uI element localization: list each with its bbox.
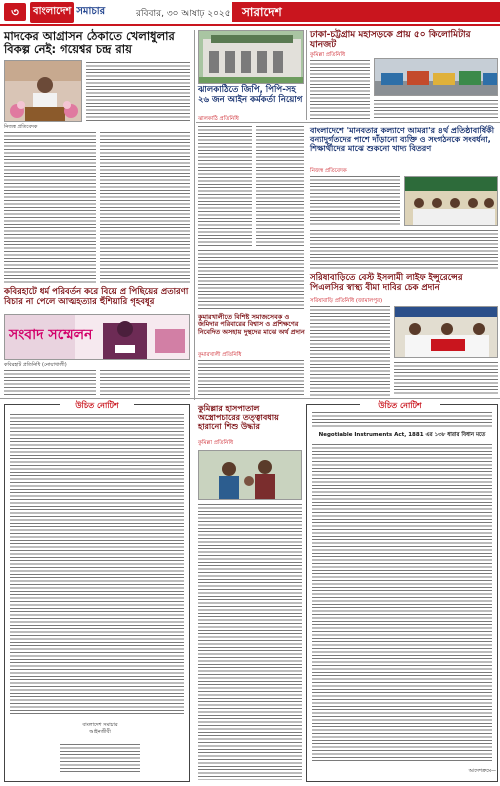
story2-caption: কবিরহাট প্রতিনিধি (নোয়াখালী)	[4, 362, 67, 368]
story4-body-col2	[374, 100, 498, 120]
story6-byline: কুমারখালী প্রতিনিধি	[198, 352, 242, 358]
masthead-rule	[0, 24, 500, 26]
story6-body	[198, 360, 304, 396]
story7-body-col1	[310, 306, 390, 396]
story4-photo	[374, 58, 498, 96]
column-divider	[194, 30, 195, 400]
story5-byline: নিজস্ব প্রতিবেদক	[310, 168, 347, 174]
traffic-jam-image	[375, 59, 498, 96]
left-notice-body	[10, 414, 184, 714]
story8-photo	[198, 450, 302, 500]
story6-headline[interactable]: কুমারখালীতে বিশিষ্ট সমাজসেবক ও জমিদার পরিবারের বিশ্বাস ও প্রশিক্ষণের নিবেদিত অসহায় দুস্থদের মাঝে অর্থ প্রদান	[198, 313, 305, 336]
story3-photo	[198, 30, 304, 84]
logo-text: সমাচার	[76, 5, 106, 17]
story5-body-col2	[198, 250, 304, 310]
story4-headline[interactable]: ঢাকা-চট্টগ্রাম মহাসড়কে প্রায় ৫০ কিলোমিটার যানজট	[310, 30, 471, 51]
story1-body-col2	[4, 132, 96, 284]
story8-body	[198, 504, 302, 780]
banner-text: সংবাদ সম্মেলন	[9, 327, 93, 343]
story1-caption: নিজস্ব প্রতিবেদক	[4, 124, 38, 130]
newspaper-logo[interactable]	[30, 2, 105, 22]
logo-box: বাংলাদেশ	[30, 2, 74, 23]
page-number: ৩	[4, 3, 26, 21]
left-notice-signature	[50, 722, 150, 735]
story2-body-col2	[100, 370, 190, 396]
right-notice-title: উচিত নোটিশ	[360, 400, 440, 413]
rescued-child-image	[199, 451, 302, 500]
story4-body-col1	[310, 60, 370, 120]
left-notice-title: উচিত নোটিশ	[60, 400, 134, 413]
award-ceremony-image	[405, 177, 498, 226]
story3-body-col2	[256, 126, 304, 246]
story3-body-col1	[198, 126, 252, 246]
story3-headline[interactable]: ঝালকাঠিতে জিপি, পিপি-সহ ২৬ জন আইন কর্মকর্তা নিয়োগ	[198, 85, 303, 105]
story1-body-col3	[100, 132, 190, 284]
story3-byline: ঝালকাঠি প্রতিনিধি	[198, 116, 239, 122]
row-divider	[0, 398, 500, 399]
story5-body-col1	[310, 176, 400, 226]
left-notice-sign-role: আইনজীবী	[89, 728, 111, 735]
court-building-image	[199, 31, 304, 84]
left-notice-address	[60, 744, 140, 774]
column-divider	[306, 30, 307, 120]
right-notice-body	[312, 444, 492, 762]
story1-photo	[4, 60, 82, 122]
right-notice-act-line: Negotiable Instruments Act, 1881 এর ১৩৮ ধারার বিধান মতে	[318, 432, 486, 438]
story5-photo	[404, 176, 498, 226]
story5-body-col3	[310, 230, 498, 270]
cheque-handover-image	[395, 307, 498, 358]
story5-headline[interactable]: বাংলাদেশে 'মানবতার কল্যাণে আমরা'র ৪র্থ প্রতিষ্ঠাবার্ষিকী বন্যাদুর্গতদের পাশে দাঁড়ানো ব্যক্তি ও সংগঠনকে সংবর্ধনা, শিক্ষার্থীদের মাঝে শুকনো খাদ্য বিতরণ	[310, 126, 495, 154]
story7-headline[interactable]: সরিষাবাড়িতে বেস্ট ইসলামী লাইফ ইন্সুরেন্সের পিএলসির স্বাস্থ্য বীমা দাবির চেক প্রদান	[310, 273, 463, 293]
issue-date: রবিবার, ৩০ আষাঢ় ২০২৫	[136, 9, 231, 19]
story8-byline: কুমিল্লা প্রতিনিধি	[198, 440, 234, 446]
right-notice-recipient	[312, 412, 492, 428]
story7-byline: সরিষাবাড়ি প্রতিনিধি (জামালপুর)	[310, 298, 383, 304]
section-title: সারাদেশ	[232, 2, 500, 22]
left-notice-sign-name: বাংলাদেশ সমাচার	[82, 722, 118, 728]
story2-body-col1	[4, 370, 96, 396]
story1-headline[interactable]: মাদকের আগ্রাসন ঠেকাতে খেলাধুলার বিকল্প নেই: গয়েশ্বর চন্দ্র রায়	[4, 29, 175, 57]
story4-byline: কুমিল্লা প্রতিনিধি	[310, 52, 346, 58]
story8-headline[interactable]: কুমিল্লার হাসপাতাল অস্ত্রোপচারের তত্ত্বাবধায় হারানো শিশু উদ্ধার	[198, 404, 279, 432]
story1-body-col1	[86, 62, 190, 122]
story7-body-col2	[394, 362, 498, 396]
speaker-image	[5, 61, 82, 122]
story2-photo	[4, 314, 190, 360]
right-notice-footer: আদেশক্রমে—	[468, 768, 496, 774]
masthead	[0, 0, 500, 24]
story7-photo	[394, 306, 498, 358]
story2-headline[interactable]: কবিরহাটে ধর্ম পরিবর্তন করে বিয়ে প্র পিছিয়ের প্রতারণা বিচার না পেলে আত্মহত্যার হুঁশিয়ারি গৃহবধূর	[4, 287, 189, 307]
